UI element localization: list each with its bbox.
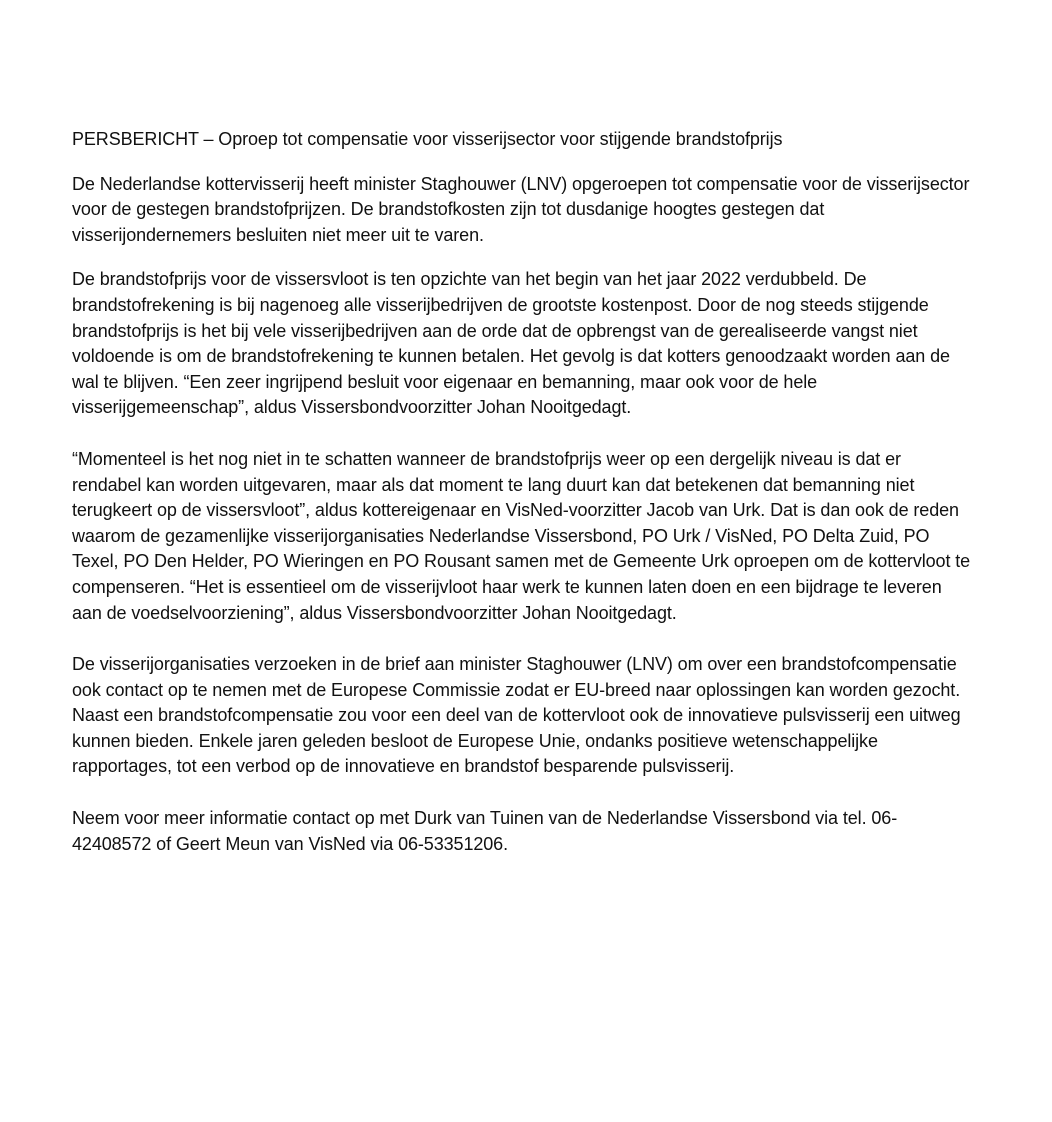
paragraph-fuel-price: De brandstofprijs voor de vissersvloot is ten opzichte van het begin van het jaar 2022 verdubbeld. De brandstofrekening is bij nagenoeg alle visserijbedrijven de grootste kostenpost. Door de nog steeds stijgende brandstofprijs is het bij vele visserijbedrijven aan de orde dat de opbrengst van de gerealiseerde vangst niet voldoende is om de brandstofrekening te kunnen betalen. Het gevolg is dat kotters genoodzaakt worden aan de wal te blijven. “Een zeer ingrijpend besluit voor eigenaar en bemanning, maar ook voor de hele visserijgemeenschap”, aldus Vissersbondvoorzitter Johan Nooitgedagt. — [72, 269, 950, 418]
paragraph-intro: De Nederlandse kottervisserij heeft minister Staghouwer (LNV) opgeroepen tot compensatie voor de visserijsector voor de gestegen brandstofprijzen. De brandstofkosten zijn tot dusdanige hoogtes gestegen dat visserijondernemers besluiten niet meer uit te varen. — [72, 173, 970, 245]
press-release-heading: PERSBERICHT – Oproep tot compensatie voor visserijsector voor stijgende brandstofprijs — [72, 129, 783, 149]
press-release-document — [72, 127, 972, 857]
paragraph-quote-visned: “Momenteel is het nog niet in te schatten wanneer de brandstofprijs weer op een dergelijk niveau is dat er rendabel kan worden uitgevaren, maar als dat moment te lang duurt kan dat betekenen dat bemanning niet terugkeert op de vissersvloot”, aldus kottereigenaar en VisNed-voorzitter Jacob van Urk. Dat is dan ook de reden waarom de gezamenlijke visserijorganisaties Nederlandse Vissersbond, PO Urk / VisNed, PO Delta Zuid, PO Texel, PO Den Helder, PO Wieringen en PO Rousant samen met de Gemeente Urk oproepen om de kottervloot te compenseren. “Het is essentieel om de visserijvloot haar werk te kunnen laten doen en een bijdrage te leveren aan de voedselvoorziening”, aldus Vissersbondvoorzitter Johan Nooitgedagt. — [72, 448, 971, 623]
paragraph-eu-request: De visserijorganisaties verzoeken in de brief aan minister Staghouwer (LNV) om over een brandstofcompensatie ook contact op te nemen met de Europese Commissie zodat er EU-breed naar oplossingen kan worden gezocht. Naast een brandstofcompensatie zou voor een deel van de kottervloot ook de innovatieve pulsvisserij een uitweg kunnen bieden. Enkele jaren geleden besloot de Europese Unie, ondanks positieve wetenschappelijke rapportages, tot een verbod op de innovatieve en brandstof besparende pulsvisserij. — [72, 654, 961, 777]
contact-information: Neem voor meer informatie contact op met Durk van Tuinen van de Nederlandse Vissersbond via tel. 06-42408572 of Geert Meun van VisNed via 06-53351206. — [72, 808, 898, 854]
